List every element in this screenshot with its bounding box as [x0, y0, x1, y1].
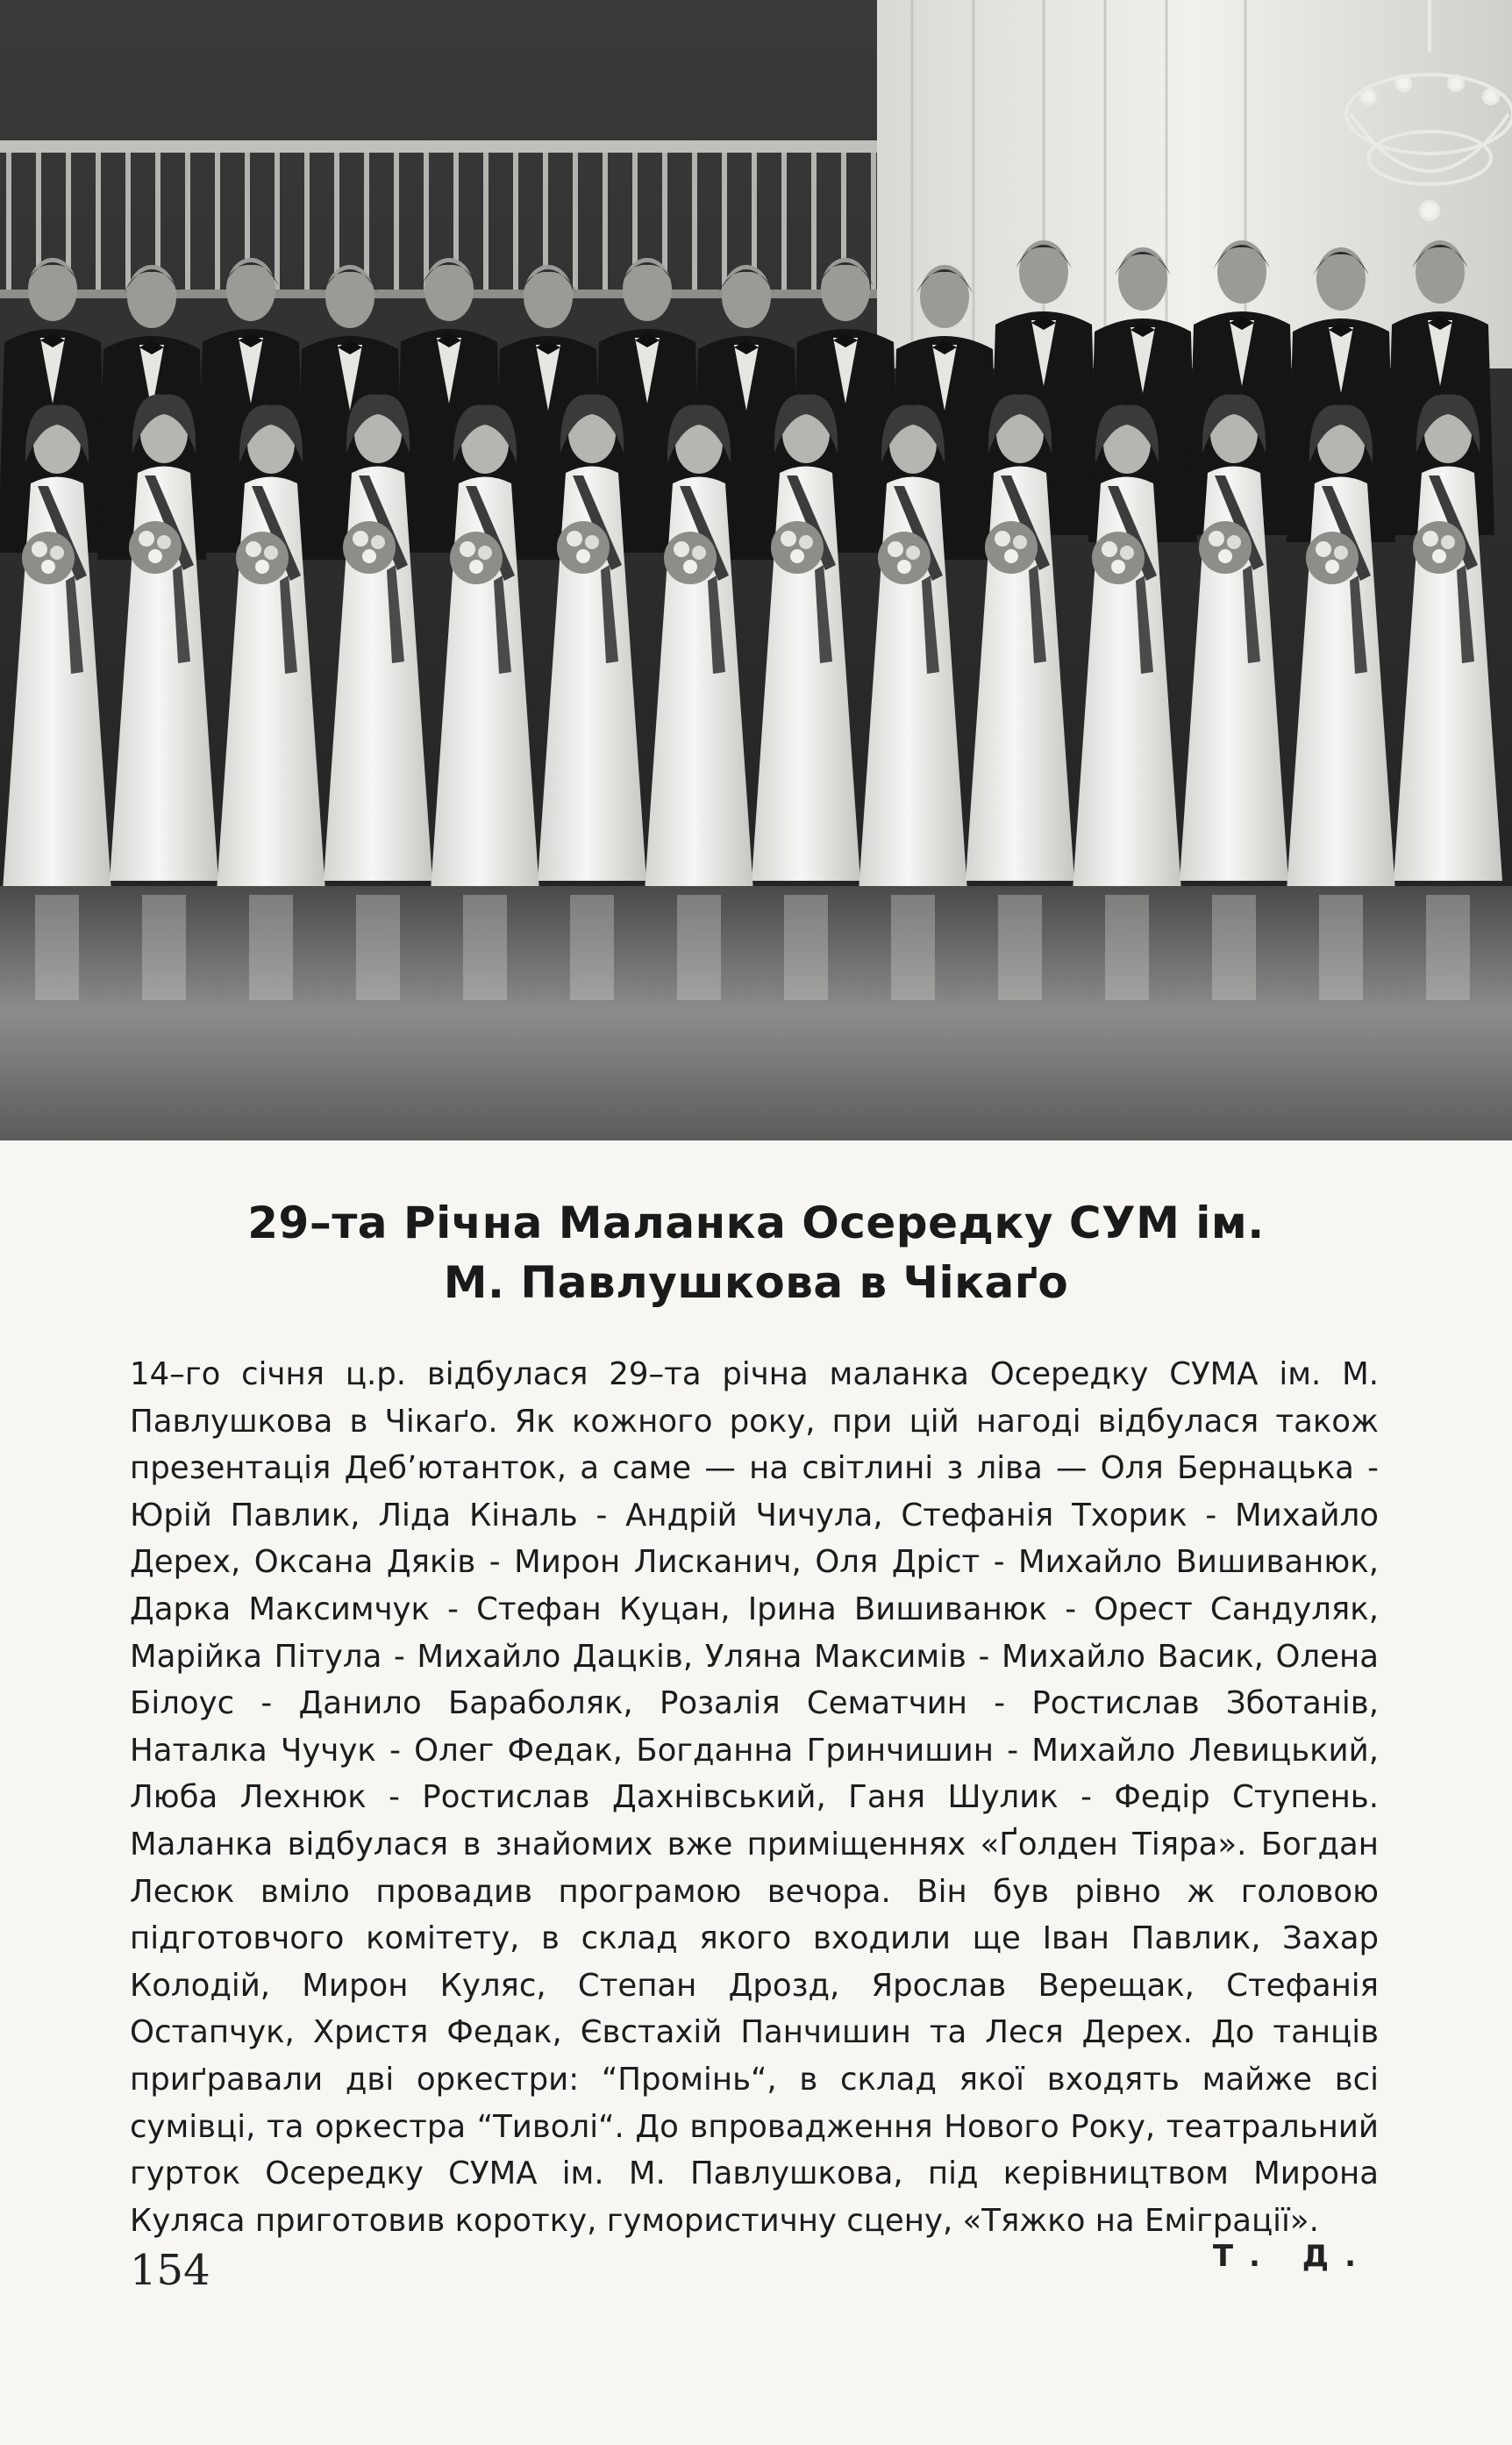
bouquet-icon: [1306, 532, 1359, 584]
bouquet-icon: [343, 521, 396, 574]
bouquet-icon: [1092, 532, 1145, 584]
bouquet-icon: [236, 532, 289, 584]
article-title-line-1: 29–та Річна Маланка Осередку СУМ ім.: [247, 1197, 1265, 1248]
author-signature: Т. Д.: [1212, 2239, 1372, 2274]
bouquet-icon: [985, 521, 1038, 574]
dance-floor: [0, 886, 1512, 1140]
article-title: [0, 1193, 1512, 1312]
group-photo: [0, 0, 1512, 1140]
article-title-line-2: М. Павлушкова в Чікаґо: [443, 1257, 1069, 1308]
bouquet-icon: [557, 521, 610, 574]
bouquet-icon: [664, 532, 717, 584]
bouquet-icon: [450, 532, 503, 584]
bouquet-icon: [1413, 521, 1466, 574]
bouquet-icon: [878, 532, 931, 584]
bouquet-icon: [22, 532, 75, 584]
bouquet-icon: [771, 521, 824, 574]
bouquet-icon: [129, 521, 182, 574]
article-body: 14–го січня ц.р. відбулася 29–та річна маланка Осередку СУМА ім. М. Павлушкова в Чікаґо. Як кожного року, при цій нагоді відбулася також презентація Деб’ютанток, а саме — на світлині з ліва — Оля Бернацька - Юрій Павлик, Ліда Кіналь - Андрій Чичула, Стефанія Тхорик - Михайло Дерех, Оксана Дяків - Мирон Лисканич, Оля Дріст - Михайло Вишиванюк, Дарка Максимчук - Стефан Куцан, Ірина Вишиванюк - Орест Сандуляк, Марійка Пітула - Михайло Дацків, Уляна Максимів - Михайло Васик, Олена Білоус - Данило Бараболяк, Розалія Сематчин - Ростислав Зботанів, Наталка Чучук - Олег Федак, Богданна Гринчишин - Михайло Левицький, Люба Лехнюк - Ростислав Дахнівський, Ганя Шулик - Федір Ступень. Маланка відбулася в знайомих вже приміщеннях «Ґолден Тіяра». Богдан Лесюк вміло провадив програмою вечора. Він був рівно ж головою підготовчого комітету, в склад якого входили ще Іван Павлик, Захар Колодій, Мирон Куляс, Степан Дрозд, Ярослав Верещак, Стефанія Остапчук, Христя Федак, Євстахій Панчишин та Леся Дерех. До танців приґравали дві оркестри: “Промінь“, в склад якої входять майже всі сумівці, та оркестра “Тиволі“. До впровадження Нового Року, театральний гурток Осередку СУМА ім. М. Павлушкова, під керівництвом Мирона Куляса приготовив коротку, гумористичну сцену, «Тяжко на Еміграції».: [130, 1356, 1379, 2239]
page-number: 154: [130, 2246, 210, 2295]
group-photo-illustration: [0, 0, 1512, 1140]
bouquet-icon: [1199, 521, 1252, 574]
